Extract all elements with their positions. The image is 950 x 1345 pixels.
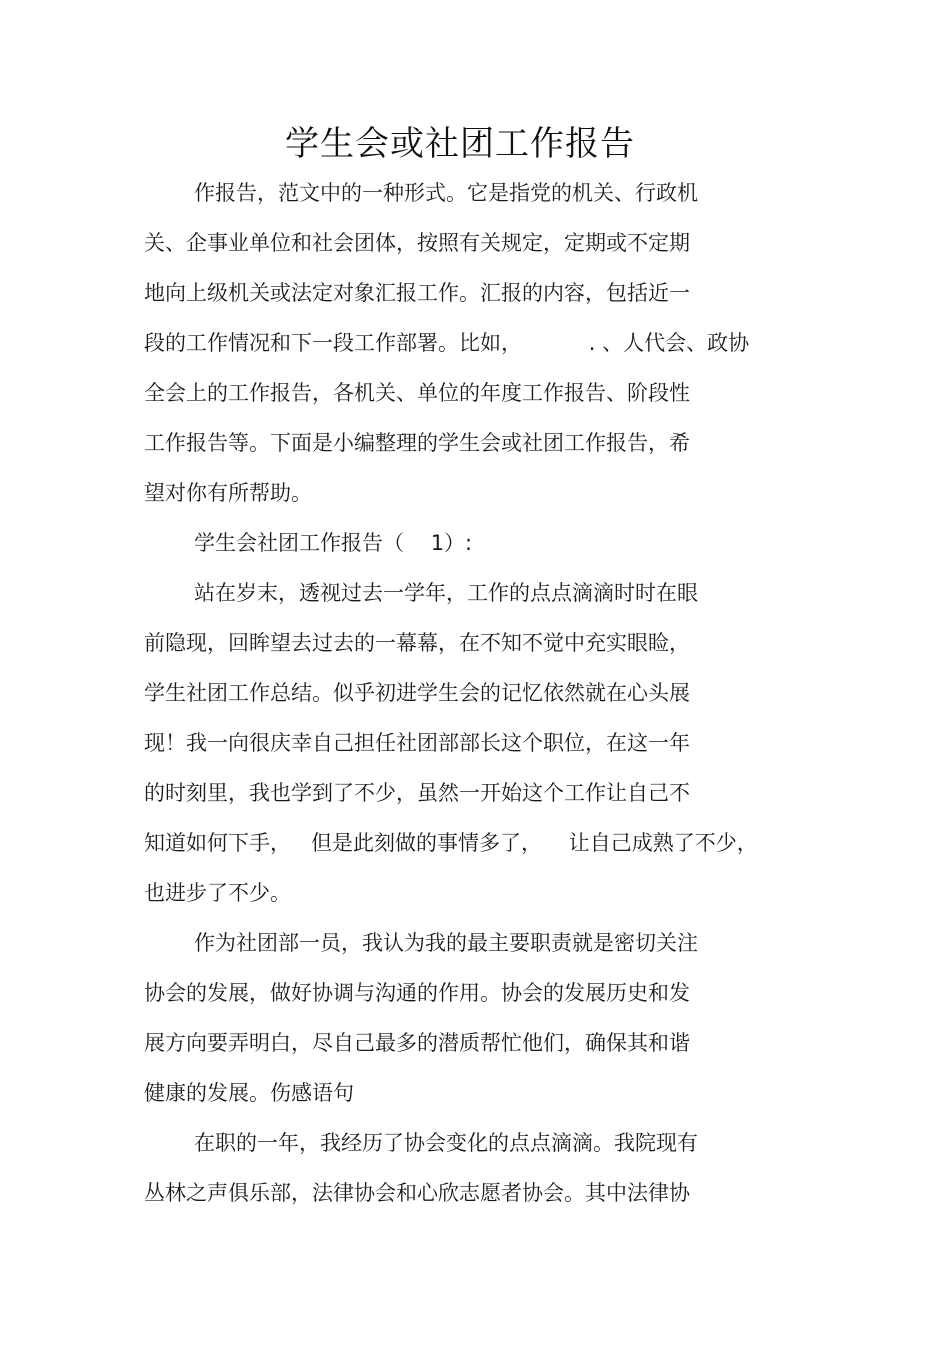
- paragraph-line: 协会的发展，做好协调与沟通的作用。协会的发展历史和发: [144, 981, 690, 1005]
- paragraph-line: 前隐现，回眸望去过去的一幕幕，在不知不觉中充实眼睑，: [144, 631, 690, 655]
- paragraph-line: 工作报告等。下面是小编整理的学生会或社团工作报告，希: [144, 431, 690, 455]
- paragraph-line: 望对你有所帮助。: [144, 481, 312, 505]
- paragraph-line: 现！我一向很庆幸自己担任社团部部长这个职位，在这一年: [144, 731, 690, 755]
- paragraph-line: 的时刻里，我也学到了不少，虽然一开始这个工作让自己不: [144, 781, 690, 805]
- paragraph-line: 也进步了不少。: [144, 881, 291, 905]
- section-heading: 学生会社团工作报告（ 1）:: [194, 531, 473, 555]
- paragraph-line: 丛林之声俱乐部，法律协会和心欣志愿者协会。其中法律协: [144, 1181, 690, 1205]
- paragraph-line: 作报告，范文中的一种形式。它是指党的机关、行政机: [194, 181, 698, 205]
- paragraph-line: 站在岁末，透视过去一学年，工作的点点滴滴时时在眼: [194, 581, 698, 605]
- paragraph-line: 地向上级机关或法定对象汇报工作。汇报的内容，包括近一: [144, 281, 690, 305]
- paragraph-line: 展方向要弄明白，尽自己最多的潜质帮忙他们，确保其和谐: [144, 1031, 690, 1055]
- paragraph-line: 关、企事业单位和社会团体，按照有关规定，定期或不定期: [144, 231, 690, 255]
- paragraph-line: 全会上的工作报告，各机关、单位的年度工作报告、阶段性: [144, 381, 690, 405]
- paragraph-line: 在职的一年，我经历了协会变化的点点滴滴。我院现有: [194, 1131, 698, 1155]
- paragraph-line: 作为社团部一员，我认为我的最主要职责就是密切关注: [194, 931, 698, 955]
- paragraph-line: 健康的发展。伤感语句: [144, 1081, 354, 1105]
- document-title: 学生会或社团工作报告: [285, 124, 635, 164]
- paragraph-line: 知道如何下手， 但是此刻做的事情多了， 让自己成熟了不少，: [144, 831, 758, 855]
- paragraph-line: 段的工作情况和下一段工作部署。比如， . 、人代会、政协: [144, 331, 750, 355]
- paragraph-line: 学生社团工作总结。似乎初进学生会的记忆依然就在心头展: [144, 681, 690, 705]
